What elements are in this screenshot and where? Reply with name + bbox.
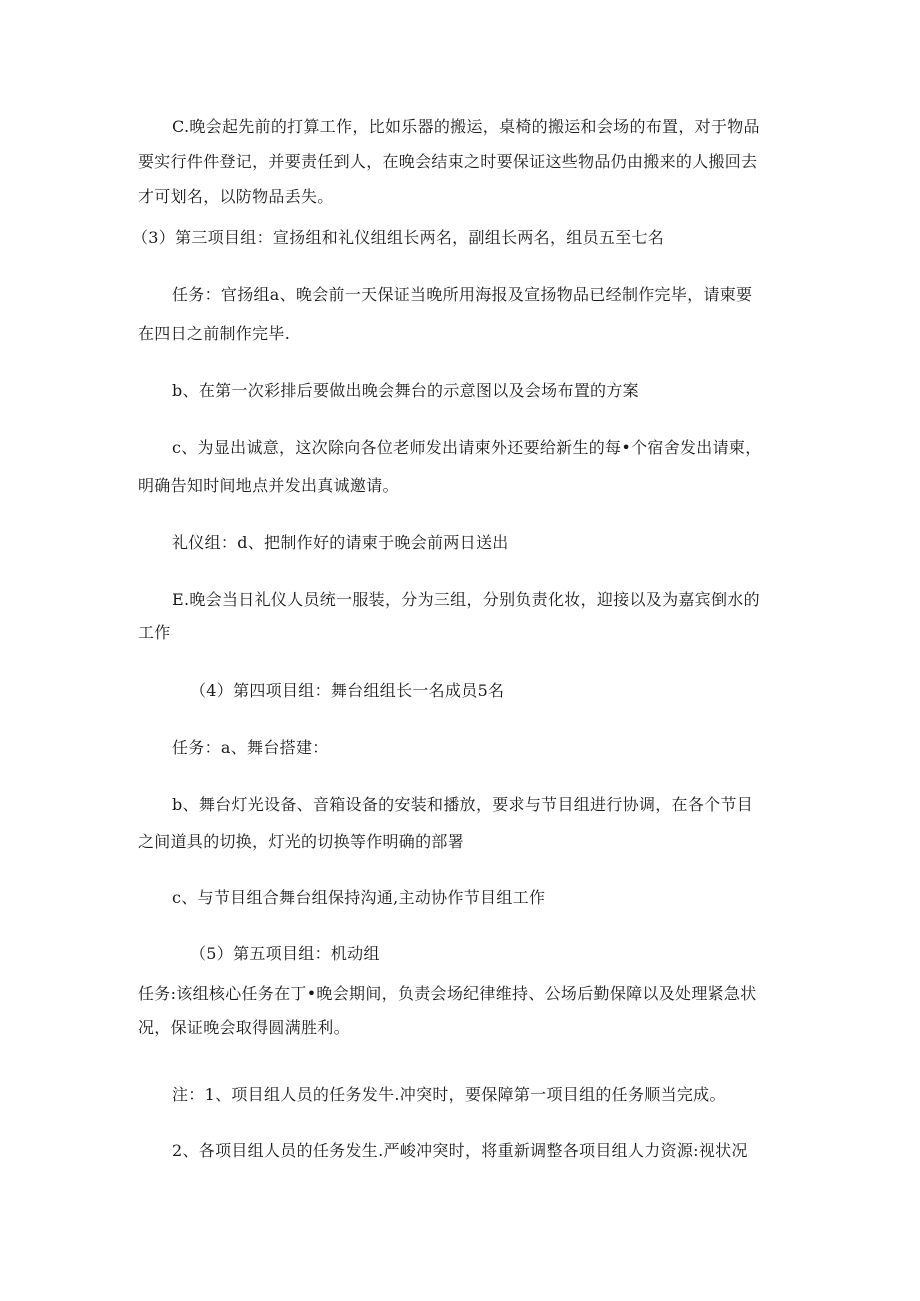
text-line-2: 要实行件件登记，并要责任到人，在晚会结束之时要保证这些物品仍由搬来的人搬回去 bbox=[138, 152, 758, 171]
text-line-15: b、舞台灯光设备、音箱设备的安装和播放，要求与节目组进行协调，在各个节目 bbox=[172, 795, 754, 814]
text-line-13: （4）第四项目组：舞台组组长一名成员5名 bbox=[190, 681, 505, 700]
text-line-16: 之间道具的切换，灯光的切换等作明确的部署 bbox=[138, 832, 465, 851]
text-line-11: E.晚会当日礼仪人员统一服装，分为三组，分别负责化妆，迎接以及为嘉宾倒水的 bbox=[172, 590, 760, 609]
text-line-19: 任务:该组核心任务在丁•晚会期间，负责会场纪律维持、公场后勤保障以及处理紧急状 bbox=[138, 984, 757, 1003]
text-line-5: 任务：官扬组a、晚会前一天保证当晚所用海报及宣扬物品已经制作完毕，请柬要 bbox=[172, 285, 753, 304]
text-line-7: b、在第一次彩排后要做出晚会舞台的示意图以及会场布置的方案 bbox=[172, 381, 639, 400]
text-line-6: 在四日之前制作完毕. bbox=[138, 324, 291, 343]
text-line-1: C.晚会起先前的打算工作，比如乐器的搬运，桌椅的搬运和会场的布置，对于物品 bbox=[172, 117, 760, 136]
text-line-3: 才可划名，以防物品丢失。 bbox=[138, 187, 334, 206]
text-line-17: c、与节目组合舞台组保持沟通,主动协作节目组工作 bbox=[172, 888, 546, 907]
text-line-4: （3）第三项目组：宣扬组和礼仪组组长两名，副组长两名，组员五至七名 bbox=[132, 228, 665, 247]
text-line-10: 礼仪组：d、把制作好的请柬于晚会前两日送出 bbox=[172, 533, 509, 552]
text-line-18: （5）第五项目组：机动组 bbox=[190, 944, 380, 963]
text-line-12: 工作 bbox=[138, 623, 171, 642]
text-line-22: 2、各项目组人员的任务发生.严峻冲突时，将重新调整各项目组人力资源:视状况 bbox=[172, 1141, 748, 1160]
text-line-14: 任务：a、舞台搭建： bbox=[172, 738, 329, 757]
text-line-9: 明确告知时间地点并发出真诚邀请。 bbox=[138, 476, 399, 495]
text-line-20: 况，保证晚会取得圆满胜利。 bbox=[138, 1018, 350, 1037]
text-line-21: 注：1、项目组人员的任务发牛.冲突时，要保障第一项目组的任务顺当完成。 bbox=[172, 1085, 726, 1104]
text-line-8: c、为显出诚意，这次除向各位老师发出请柬外还要给新生的每•个宿舍发出请柬， bbox=[172, 438, 762, 457]
